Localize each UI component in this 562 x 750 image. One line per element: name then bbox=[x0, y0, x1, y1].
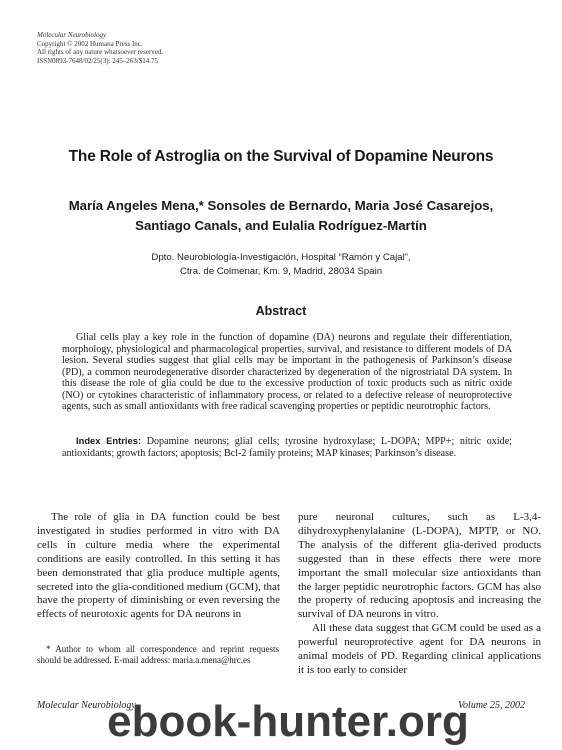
rights-line: All rights of any nature whatsoever reserved. bbox=[37, 48, 164, 57]
footer-journal: Molecular Neurobiology bbox=[37, 700, 136, 711]
body-column-left bbox=[37, 511, 280, 622]
affiliation bbox=[0, 251, 562, 279]
publication-info bbox=[37, 31, 163, 65]
body-paragraph: All these data suggest that GCM could be used as a powerful neuroprotective agent for DA neurons in animal models of PD. Regarding clinical applications it is too early to consider bbox=[298, 622, 541, 676]
footer-volume: Volume 25, 2002 bbox=[458, 700, 525, 711]
issn-line: ISSN0893-7648/02/25(3): 245–263/$14.75 bbox=[37, 56, 158, 65]
affiliation-line-1: Dpto. Neurobiología-Investigación, Hospital “Ramón y Cajal”, bbox=[151, 252, 411, 263]
index-entries-text: Dopamine neurons; glial cells; tyrosine hydroxylase; L-DOPA; MPP+; nitric oxide; antioxidants; growth factors; apoptosis; Bcl-2 family proteins; MAP kinases; Parkinson’s disease. bbox=[62, 436, 512, 459]
index-entries-label: Index Entries: bbox=[76, 435, 142, 446]
index-entries bbox=[62, 435, 512, 460]
affiliation-line-2: Ctra. de Colmenar, Km. 9, Madrid, 28034 Spain bbox=[179, 266, 383, 277]
journal-name: Molecular Neurobiology bbox=[37, 31, 107, 39]
watermark-text: ebook-hunter.org bbox=[107, 697, 469, 746]
abstract-text: Glial cells play a key role in the function of dopamine (DA) neurons and regulate their differentiation, morphology, physiological and pharmacological properties, survival, and resistance to different models of DA lesion. Several studies suggest that glial cells may be important in the pathogenesis of Parkinson’s disease (PD), a common neurodegenerative disorder characterized by degeneration of the nigrostriatal DA system. In this disease the role of glia could be due to the excessive production of toxic products such as nitric oxide (NO) or cytokines characteristic of inflammatory process, or related to a defective release of neuroprotective agents, such as small antioxidants with free radical scavenging properties or peptidic neurotrophic factors. bbox=[62, 332, 512, 412]
author-list bbox=[0, 196, 562, 236]
watermark-logo bbox=[88, 694, 488, 746]
copyright-line: Copyright © 2002 Humana Press Inc. bbox=[37, 39, 143, 48]
authors-line-1: María Angeles Mena,* Sonsoles de Bernardo, Maria José Casarejos, bbox=[68, 198, 494, 213]
abstract-heading: Abstract bbox=[255, 304, 307, 318]
body-paragraph: pure neuronal cultures, such as L-3,4-dihydroxyphenylalanine (L-DOPA), MPTP, or NO. The analysis of the different glia-derived products suggested than in these effects there were more important the small molecular size antioxidants than the larger peptidic neurotrophic factors. GCM has also the property of reducing apoptosis and increasing the survival of DA neurons in vitro. bbox=[298, 511, 541, 621]
corresponding-author-footnote: * Author to whom all correspondence and reprint requests should be addressed. E-mail address: maria.a.mena@hrc.es bbox=[37, 644, 279, 665]
authors-line-2: Santiago Canals, and Eulalia Rodríguez-Martín bbox=[135, 218, 427, 233]
body-paragraph: The role of glia in DA function could be best investigated in studies performed in vitro with DA cells in culture media where the experimental conditions are easily controlled. In this setting it has been demonstrated that glia produce multiple agents, secreted into the glia-conditioned medium (GCM), that have the property of diminishing or even reversing the effects of neurotoxic agents for DA neurons in bbox=[37, 511, 280, 621]
body-column-right bbox=[298, 511, 541, 678]
paper-title: The Role of Astroglia on the Survival of Dopamine Neurons bbox=[68, 148, 494, 165]
